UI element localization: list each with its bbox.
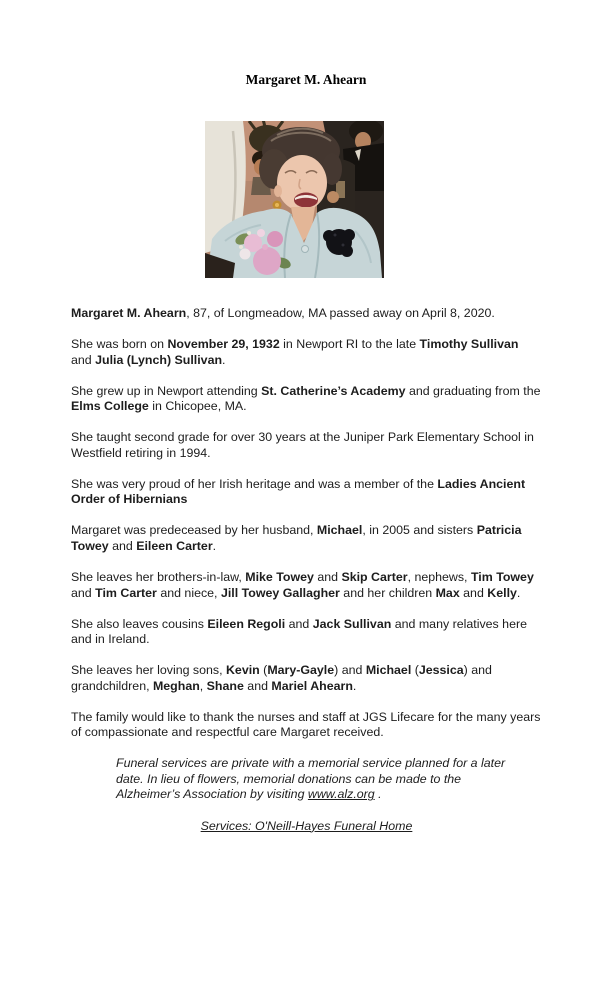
text-segment: Timothy Sullivan — [419, 337, 519, 352]
text-segment: , — [199, 678, 207, 693]
text-segment: in Newport RI to the late — [279, 337, 420, 352]
text-segment: . — [516, 585, 521, 600]
funeral-home-link[interactable]: Services: O'Neill-Hayes Funeral Home — [200, 818, 413, 833]
text-segment: and — [285, 616, 313, 631]
text-segment: ( — [259, 663, 268, 678]
text-segment: Max — [435, 585, 460, 600]
funeral-notice — [116, 756, 508, 803]
text-segment: Shane — [206, 678, 244, 693]
text-segment: Skip Carter — [341, 570, 408, 585]
text-segment: Mary-Gayle — [267, 663, 335, 678]
text-segment: Jack Sullivan — [312, 616, 392, 631]
obituary-paragraph — [71, 617, 542, 648]
text-segment: Michael — [365, 663, 412, 678]
text-segment: and — [243, 678, 272, 693]
text-segment: Kelly — [487, 585, 517, 600]
text-segment: and — [71, 585, 96, 600]
obituary-paragraph — [71, 306, 542, 322]
obituary-paragraph — [71, 337, 542, 368]
obituary-paragraph — [71, 570, 542, 601]
services-line — [71, 819, 542, 835]
text-segment: and — [459, 585, 488, 600]
text-segment: Kevin — [225, 663, 260, 678]
text-segment: Margaret was predeceased by her husband, — [71, 523, 317, 538]
text-segment: ) and — [334, 663, 366, 678]
portrait-photo — [205, 121, 384, 278]
text-segment: . — [352, 678, 357, 693]
obituary-paragraph — [71, 710, 542, 741]
text-segment: She taught second grade for over 30 years at the Juniper Park Elementary School in Westfield retiring in 1994. — [71, 430, 534, 460]
text-segment: Mariel Ahearn — [271, 678, 353, 693]
text-segment: and niece, — [156, 585, 221, 600]
text-segment: Eileen Carter — [136, 538, 213, 553]
text-segment: . — [212, 538, 217, 553]
text-segment: Jessica — [418, 663, 464, 678]
text-segment: , nephews, — [407, 570, 471, 585]
text-segment: in Chicopee, MA. — [148, 399, 247, 414]
text-segment: Margaret M. Ahearn — [71, 306, 187, 320]
text-segment: Julia (Lynch) Sullivan — [95, 352, 223, 367]
text-segment: She grew up in Newport attending — [71, 383, 262, 398]
text-segment: Tim Towey — [470, 570, 534, 585]
text-segment: , in 2005 and sisters — [362, 523, 477, 538]
page-title: Margaret M. Ahearn — [245, 72, 367, 87]
text-segment: She was born on — [71, 337, 168, 352]
text-segment: . — [222, 352, 226, 367]
text-segment: She was very proud of her Irish heritage and was a member of the — [71, 476, 438, 491]
text-segment: , 87, of Longmeadow, MA passed away on April 8, 2020. — [186, 306, 495, 320]
text-segment: Elms College — [71, 399, 149, 414]
text-segment: Ladies Ancient Order of Hibernians — [71, 476, 526, 507]
text-segment: November 29, 1932 — [167, 337, 280, 352]
text-segment: Patricia Towey — [71, 523, 522, 553]
obituary-paragraphs — [71, 306, 542, 741]
text-segment: . — [374, 787, 382, 802]
text-segment: She also leaves cousins — [71, 616, 208, 631]
text-segment: The family would like to thank the nurses and staff at JGS Lifecare for the many years of compassionate and respectful care Margaret received. — [71, 709, 541, 740]
text-segment: Eileen Regoli — [207, 616, 286, 631]
text-segment: Michael — [316, 523, 363, 538]
obituary-paragraph — [71, 477, 542, 508]
alz-link[interactable]: www.alz.org — [307, 787, 375, 802]
obituary-paragraph — [71, 523, 542, 554]
text-segment: and graduating from the — [405, 383, 541, 398]
text-segment: Funeral services are private with a memorial service planned for a later date. In lieu of flowers, memorial donations can be made to the Alzheimer’s Association by visiting — [116, 756, 506, 802]
text-segment: and — [108, 538, 137, 553]
text-segment: ) and grandchildren, — [71, 663, 492, 693]
text-segment: Mike Towey — [245, 570, 314, 585]
obituary-paragraph — [71, 384, 542, 415]
text-segment: ( — [411, 663, 419, 678]
obituary-paragraph — [71, 663, 542, 694]
text-segment: and her children — [339, 585, 436, 600]
text-segment: Meghan — [152, 678, 200, 693]
text-segment: Jill Towey Gallagher — [220, 585, 340, 600]
text-segment: She leaves her loving sons, — [71, 663, 226, 678]
text-segment: She leaves her brothers-in-law, — [71, 570, 246, 585]
text-segment: and — [71, 352, 96, 367]
obituary-body — [71, 306, 542, 834]
text-segment: St. Catherine’s Academy — [261, 383, 406, 398]
obituary-paragraph — [71, 430, 542, 461]
text-segment: Tim Carter — [95, 585, 157, 600]
text-segment: and many relatives here and in Ireland. — [71, 616, 527, 647]
text-segment: and — [313, 570, 342, 585]
